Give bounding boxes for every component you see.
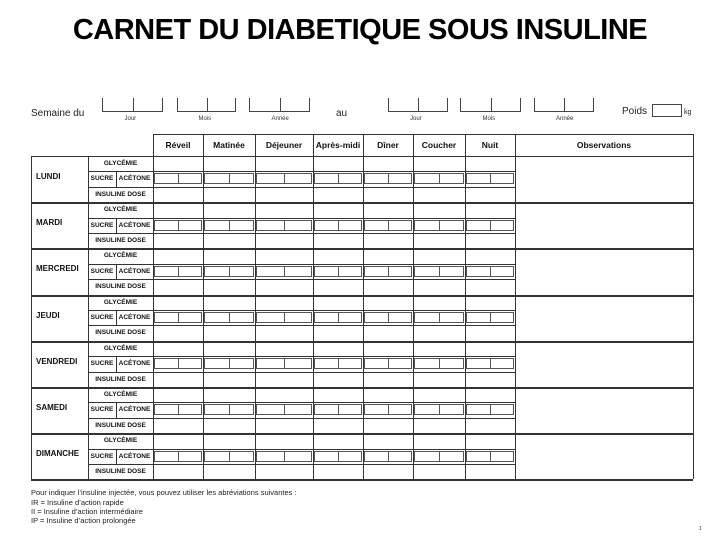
date-box-divider [133, 98, 134, 111]
legend-intro: Pour indiquer l’insuline injectée, vous pouvez utiliser les abréviations suivantes : [31, 488, 297, 497]
date-part-label: Année [271, 116, 289, 122]
sub-row-divider [88, 171, 515, 172]
field-divider [338, 405, 339, 414]
field-divider [284, 221, 285, 230]
field-divider [178, 267, 179, 276]
day-label: LUNDI [36, 172, 61, 181]
sub-row-divider [88, 310, 515, 311]
field-divider [178, 174, 179, 183]
acetone-label: ACÉTONE [118, 221, 151, 229]
column-divider [203, 134, 204, 479]
sucre-acetone-field[interactable] [154, 266, 202, 277]
sucre-acetone-field[interactable] [204, 451, 254, 462]
legend-ir: IR = Insuline d’action rapide [31, 498, 124, 507]
sucre-acetone-field[interactable] [256, 173, 312, 184]
sucre-acetone-field[interactable] [414, 220, 464, 231]
field-divider [178, 221, 179, 230]
field-divider [229, 452, 230, 461]
column-header-4: Dîner [377, 140, 399, 150]
sucre-acetone-field[interactable] [466, 358, 514, 369]
day-label: MARDI [36, 218, 63, 228]
insuline-dose-label: INSULINE DOSE [95, 237, 146, 244]
sucre-acetone-field[interactable] [154, 451, 202, 462]
day-block-border [31, 433, 693, 435]
field-divider [490, 313, 491, 322]
sucre-acetone-field[interactable] [466, 404, 514, 415]
field-divider [439, 452, 440, 461]
field-divider [284, 313, 285, 322]
column-header-2: Déjeuner [265, 140, 303, 150]
sucre-acetone-field[interactable] [256, 358, 312, 369]
day-block-border [31, 202, 693, 204]
week-end-label: au [336, 108, 348, 119]
field-divider [388, 267, 389, 276]
acetone-label: ACÉTONE [118, 452, 151, 460]
sucre-acetone-field[interactable] [314, 404, 362, 415]
date-box-divider [207, 98, 208, 111]
column-header-3: Après-midi [315, 140, 361, 150]
sucre-acetone-field[interactable] [204, 220, 254, 231]
field-divider [284, 174, 285, 183]
column-header-6: Nuit [481, 140, 499, 150]
insuline-dose-label: INSULINE DOSE [95, 190, 146, 198]
sucre-acetone-field[interactable] [414, 358, 464, 369]
day-block-border [31, 341, 693, 343]
sucre-label: SUCRE [90, 175, 114, 183]
acetone-label: ACÉTONE [118, 267, 151, 275]
sub-row-divider [88, 325, 515, 326]
sucre-acetone-field[interactable] [466, 220, 514, 231]
weight-label: Poids [622, 106, 648, 117]
field-divider [439, 313, 440, 322]
sucre-acetone-field[interactable] [364, 173, 412, 184]
sucre-acetone-field[interactable] [204, 312, 254, 323]
date-part-label: Année [556, 116, 574, 122]
sucre-acetone-field[interactable] [466, 451, 514, 462]
field-divider [490, 405, 491, 414]
sucre-acetone-field[interactable] [466, 266, 514, 277]
end-date-year-field[interactable] [534, 98, 594, 112]
acetone-label: ACÉTONE [118, 314, 151, 321]
day-label: JEUDI [36, 310, 60, 320]
logbook-sheet [20, 90, 702, 530]
sucre-acetone-field[interactable] [466, 312, 514, 323]
acetone-label: ACÉTONE [118, 406, 151, 414]
day-block-border [31, 479, 693, 481]
sucre-acetone-field[interactable] [314, 312, 362, 323]
sucre-acetone-field[interactable] [414, 312, 464, 323]
field-divider [490, 174, 491, 183]
field-divider [229, 221, 230, 230]
column-divider [363, 134, 364, 479]
field-divider [338, 313, 339, 322]
glycemie-label: GLYCÉMIE [103, 391, 138, 398]
column-divider [153, 134, 154, 479]
acetone-label: ACÉTONE [118, 175, 151, 183]
week-start-label: Semaine du [31, 108, 85, 119]
sucre-label: SUCRE [90, 406, 114, 414]
field-divider [178, 359, 179, 368]
column-header-1: Matinée [213, 140, 245, 150]
field-divider [178, 313, 179, 322]
acetone-label: ACÉTONE [118, 360, 151, 368]
start-date-year-field[interactable] [249, 98, 310, 112]
field-divider [490, 452, 491, 461]
sucre-label: SUCRE [90, 452, 114, 460]
end-date-month-field[interactable] [460, 98, 521, 112]
sucre-acetone-field[interactable] [414, 173, 464, 184]
day-label: SAMEDI [36, 403, 68, 412]
field-divider [229, 174, 230, 183]
field-divider [388, 313, 389, 322]
insuline-dose-label: INSULINE DOSE [95, 468, 146, 475]
field-divider [338, 452, 339, 461]
field-divider [439, 221, 440, 230]
end-date-day-field[interactable] [388, 98, 448, 112]
day-label: MERCREDI [36, 264, 79, 274]
day-label: DIMANCHE [36, 449, 80, 459]
insuline-dose-label: INSULINE DOSE [95, 375, 146, 383]
field-divider [229, 313, 230, 322]
column-header-0: Réveil [165, 140, 191, 150]
field-divider [388, 174, 389, 183]
sucre-acetone-field[interactable] [204, 404, 254, 415]
glycemie-label: GLYCÉMIE [103, 160, 138, 167]
glycemie-label: GLYCÉMIE [103, 252, 138, 260]
field-divider [229, 405, 230, 414]
field-divider [229, 267, 230, 276]
insuline-dose-label: INSULINE DOSE [95, 421, 146, 429]
sub-row-divider [88, 372, 515, 373]
glycemie-label: GLYCÉMIE [103, 344, 138, 352]
date-part-label: Mois [198, 116, 212, 122]
date-box-divider [418, 98, 419, 111]
sub-row-divider [88, 233, 515, 234]
sucre-acetone-field[interactable] [154, 312, 202, 323]
sub-row-divider [88, 264, 515, 265]
page-title: CARNET DU DIABETIQUE SOUS INSULINE [72, 14, 648, 46]
field-divider [490, 359, 491, 368]
field-divider [229, 359, 230, 368]
legend-ip: IP = Insuline d’action prolongée [31, 516, 136, 525]
column-header-5: Coucher [421, 140, 457, 150]
sub-row-divider [88, 418, 515, 419]
field-divider [439, 405, 440, 414]
column-divider [313, 134, 314, 479]
sucre-acetone-field[interactable] [256, 312, 312, 323]
sucre-acetone-field[interactable] [204, 173, 254, 184]
field-divider [439, 359, 440, 368]
sucre-acetone-field[interactable] [364, 404, 412, 415]
sucre-acetone-field[interactable] [314, 173, 362, 184]
sucre-acetone-field[interactable] [314, 220, 362, 231]
field-divider [388, 221, 389, 230]
field-divider [284, 267, 285, 276]
sucre-acetone-field[interactable] [364, 266, 412, 277]
date-box-divider [491, 98, 492, 111]
column-divider [515, 134, 516, 479]
day-block-border [31, 387, 693, 389]
column-divider [255, 134, 256, 479]
sucre-acetone-field[interactable] [314, 358, 362, 369]
sucre-acetone-field[interactable] [154, 404, 202, 415]
day-label: VENDREDI [36, 356, 78, 366]
date-part-label: Mois [482, 116, 496, 122]
sucre-acetone-field[interactable] [204, 358, 254, 369]
sucre-label: SUCRE [90, 267, 114, 275]
insuline-dose-label: INSULINE DOSE [95, 283, 146, 291]
sucre-acetone-field[interactable] [154, 358, 202, 369]
field-divider [284, 405, 285, 414]
field-divider [178, 452, 179, 461]
sucre-label: SUCRE [90, 221, 114, 229]
field-divider [178, 405, 179, 414]
sub-row-divider [88, 187, 515, 188]
page-number: 1 [699, 526, 702, 532]
legend-ii: II = Insuline d’action intermédiaire [31, 507, 143, 516]
column-divider [413, 134, 414, 479]
grid-top-border [153, 134, 693, 135]
sucre-acetone-field[interactable] [256, 266, 312, 277]
sucre-acetone-field[interactable] [364, 451, 412, 462]
glycemie-label: GLYCÉMIE [103, 206, 138, 214]
field-divider [338, 221, 339, 230]
insuline-dose-label: INSULINE DOSE [95, 329, 146, 337]
sucre-label: SUCRE [90, 314, 114, 321]
column-divider [465, 134, 466, 479]
grid-header-border [31, 156, 693, 157]
sucre-acetone-field[interactable] [414, 266, 464, 277]
field-divider [284, 452, 285, 461]
sucre-acetone-field[interactable] [154, 220, 202, 231]
field-divider [388, 359, 389, 368]
sub-row-divider [88, 449, 515, 450]
field-divider [338, 267, 339, 276]
date-box-divider [564, 98, 565, 111]
day-block-border [31, 295, 693, 297]
field-divider [490, 267, 491, 276]
sucre-acetone-field[interactable] [256, 220, 312, 231]
glycemie-label: GLYCÉMIE [103, 298, 138, 306]
sucre-acetone-field[interactable] [364, 312, 412, 323]
field-divider [284, 359, 285, 368]
date-part-label: Jour [124, 116, 137, 122]
sucre-acetone-field[interactable] [364, 358, 412, 369]
sucre-acetone-field[interactable] [314, 266, 362, 277]
grid-left-border [31, 156, 32, 479]
field-divider [490, 221, 491, 230]
sub-row-divider [88, 356, 515, 357]
sub-row-divider [88, 464, 515, 465]
sucre-acetone-field[interactable] [466, 173, 514, 184]
field-divider [439, 267, 440, 276]
weight-unit: kg [684, 109, 692, 116]
start-date-month-field[interactable] [177, 98, 236, 112]
date-part-label: Jour [410, 116, 422, 122]
sub-row-divider [88, 402, 515, 403]
field-divider [388, 452, 389, 461]
sub-row-divider [88, 279, 515, 280]
weight-field[interactable] [652, 104, 682, 117]
sucre-acetone-field[interactable] [314, 451, 362, 462]
sucre-acetone-field[interactable] [204, 266, 254, 277]
sucre-acetone-field[interactable] [256, 404, 312, 415]
field-divider [338, 174, 339, 183]
day-block-border [31, 248, 693, 250]
date-box-divider [280, 98, 281, 111]
field-divider [338, 359, 339, 368]
sucre-label: SUCRE [90, 360, 114, 368]
sucre-acetone-field[interactable] [414, 404, 464, 415]
sucre-acetone-field[interactable] [154, 173, 202, 184]
sucre-acetone-field[interactable] [256, 451, 312, 462]
start-date-day-field[interactable] [102, 98, 163, 112]
sucre-acetone-field[interactable] [414, 451, 464, 462]
field-divider [388, 405, 389, 414]
sub-row-divider [88, 218, 515, 219]
column-divider [693, 134, 694, 479]
sucre-acetone-field[interactable] [364, 220, 412, 231]
field-divider [439, 174, 440, 183]
column-header-7: Observations [576, 140, 632, 150]
glycemie-label: GLYCÉMIE [103, 437, 138, 445]
